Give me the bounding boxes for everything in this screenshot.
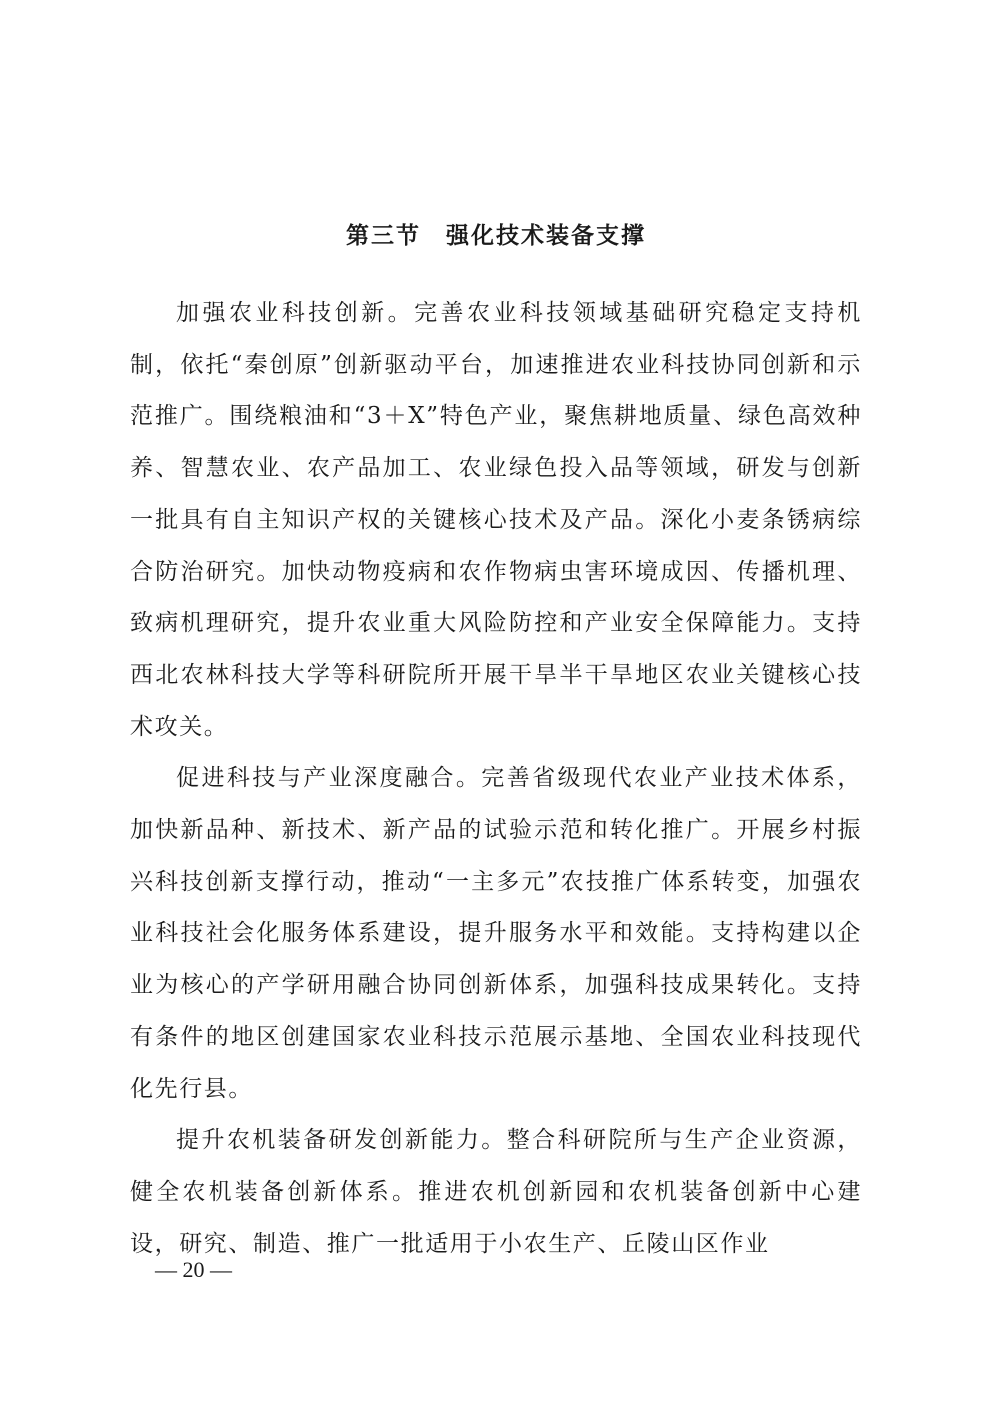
body-text — [130, 288, 862, 1270]
paragraph-farm-machinery-rd: 提升农机装备研发创新能力。整合科研院所与生产企业资源，健全农机装备创新体系。推进农机创新园和农机装备创新中心建设，研究、制造、推广一批适用于小农生产、丘陵山区作业 — [130, 1127, 862, 1257]
paragraph-tech-industry-integration: 促进科技与产业深度融合。完善省级现代农业产业技术体系，加快新品种、新技术、新产品的试验示范和转化推广。开展乡村振兴科技创新支撑行动，推动“一主多元”农技推广体系转变，加强农业科技社会化服务体系建设，提升服务水平和效能。支持构建以企业为核心的产学研用融合协同创新体系，加强科技成果转化。支持有条件的地区创建国家农业科技示范展示基地、全国农业科技现代化先行县。 — [130, 765, 862, 1102]
paragraph-agri-tech-innovation: 加强农业科技创新。完善农业科技领域基础研究稳定支持机制，依托“秦创原”创新驱动平台，加速推进农业科技协同创新和示范推广。围绕粮油和“3＋X”特色产业，聚焦耕地质量、绿色高效种养、智慧农业、农产品加工、农业绿色投入品等领域，研发与创新一批具有自主知识产权的关键核心技术及产品。深化小麦条锈病综合防治研究。加快动物疫病和农作物病虫害环境成因、传播机理、致病机理研究，提升农业重大风险防控和产业安全保障能力。支持西北农林科技大学等科研院所开展干旱半干旱地区农业关键核心技术攻关。 — [130, 300, 862, 740]
page-number: — 20 — — [155, 1257, 232, 1282]
section-title: 第三节 强化技术装备支撑 — [346, 223, 646, 249]
